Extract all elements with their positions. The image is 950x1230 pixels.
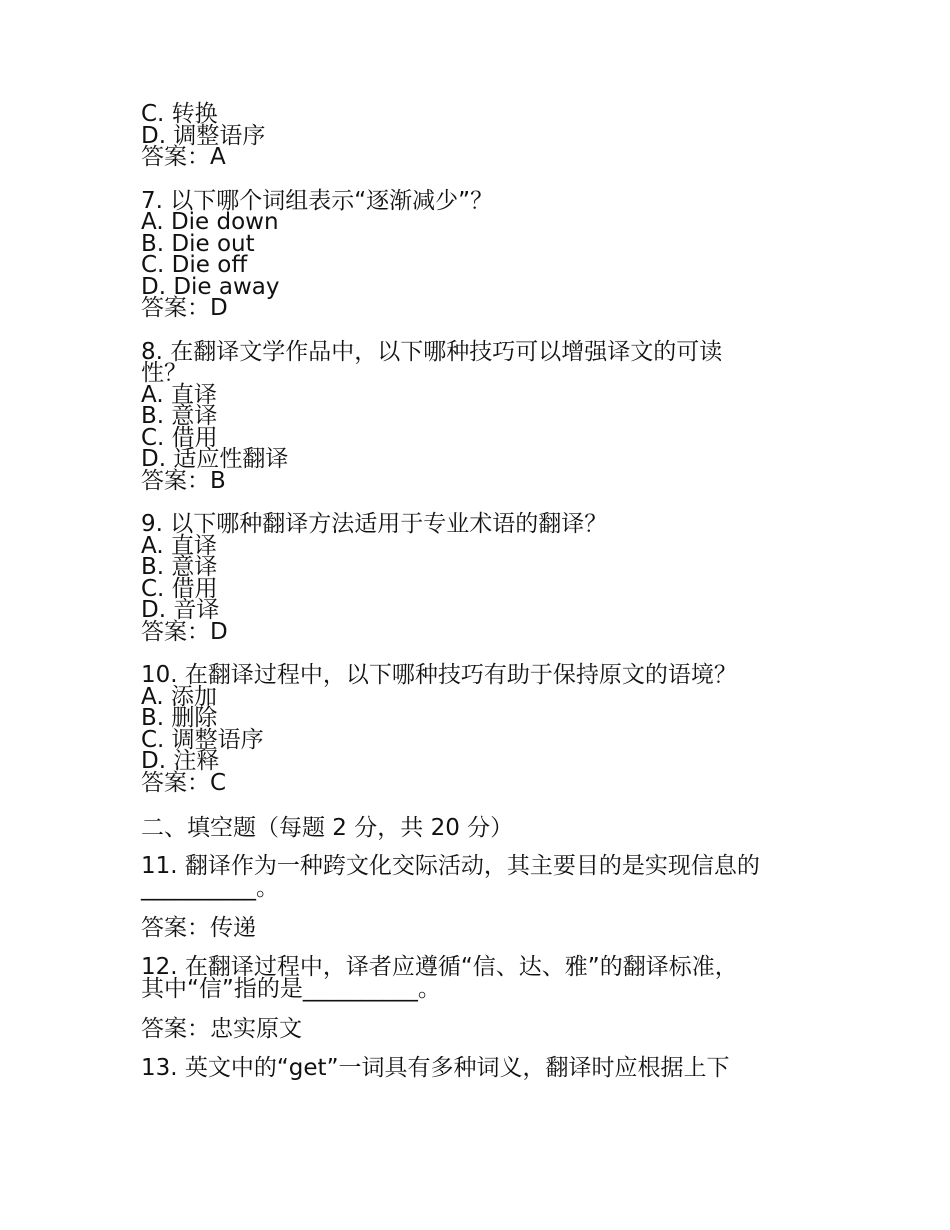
answer: 答案：D	[141, 295, 228, 321]
option-d: D. 音译	[141, 597, 220, 623]
option-b: B. 意译	[141, 554, 218, 580]
question-13	[141, 1055, 821, 1081]
option-a: A. 直译	[141, 532, 217, 559]
option-c: C. Die off	[141, 252, 248, 278]
option-a: A. 直译	[141, 381, 217, 408]
option-d: D. 适应性翻译	[141, 446, 289, 472]
option-d: D. 调整语序	[141, 122, 266, 149]
question-6-tail	[141, 101, 821, 170]
question-text-cont: __________。	[141, 874, 279, 901]
option-d: D. Die away	[141, 273, 280, 300]
option-b: B. Die out	[141, 230, 255, 257]
option-b: B. 意译	[141, 403, 218, 429]
option-b: B. 删除	[141, 705, 218, 731]
answer: 答案：B	[141, 467, 226, 494]
option-c: C. 借用	[141, 424, 218, 451]
question-text: 12. 在翻译过程中，译者应遵循“信、达、雅”的翻译标准，	[141, 954, 738, 980]
answer: 答案：D	[141, 618, 228, 645]
question-text: 13. 英文中的“get”一词具有多种词义，翻译时应根据上下	[141, 1055, 730, 1081]
section-heading: 二、填空题（每题 2 分，共 20 分）	[141, 815, 514, 841]
question-text: 7. 以下哪个词组表示“逐渐减少”？	[141, 187, 494, 214]
question-text-cont: 其中“信”指的是__________。	[141, 975, 441, 1002]
option-d: D. 注释	[141, 748, 220, 774]
answer: 答案：传递	[141, 915, 256, 941]
question-text-cont: 性？	[141, 360, 187, 386]
option-c: C. 借用	[141, 575, 218, 602]
question-text: 9. 以下哪种翻译方法适用于专业术语的翻译？	[141, 511, 608, 537]
option-a: A. Die down	[141, 209, 279, 235]
question-text: 11. 翻译作为一种跨文化交际活动，其主要目的是实现信息的	[141, 853, 760, 879]
question-11	[141, 853, 821, 901]
question-8	[141, 338, 821, 494]
option-c: C. 转换	[141, 101, 218, 127]
option-c: C. 调整语序	[141, 726, 264, 753]
answer: 答案：C	[141, 769, 227, 796]
question-10	[141, 662, 821, 796]
question-text: 8. 在翻译文学作品中，以下哪种技巧可以增强译文的可读	[141, 338, 723, 365]
option-a: A. 添加	[141, 683, 217, 710]
answer: 答案：A	[141, 144, 226, 170]
question-12	[141, 954, 821, 1002]
question-9	[141, 511, 821, 645]
answer: 答案：忠实原文	[141, 1016, 302, 1042]
question-7	[141, 187, 821, 321]
question-text: 10. 在翻译过程中，以下哪种技巧有助于保持原文的语境？	[141, 662, 737, 688]
exam-page	[141, 101, 821, 1081]
